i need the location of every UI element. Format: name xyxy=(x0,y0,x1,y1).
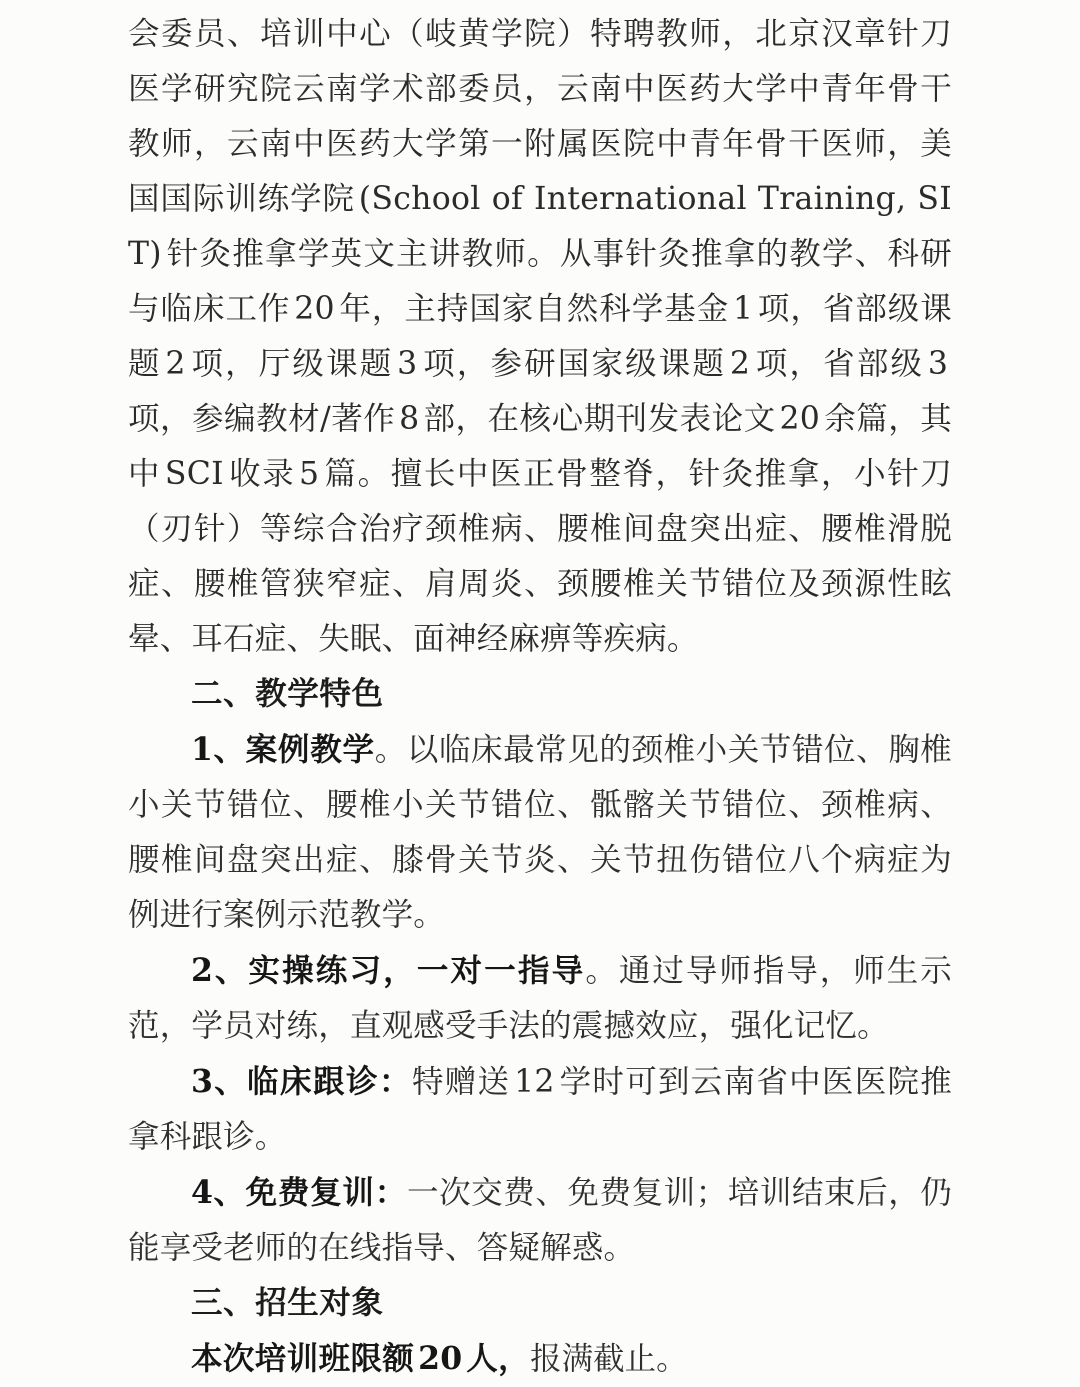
bio-provincial-join: 3 xyxy=(927,346,949,382)
bio-text-part9: 部，在核心期刊发表论文 xyxy=(423,401,776,437)
item-number-3: 3、 xyxy=(191,1063,247,1100)
document-body xyxy=(128,0,952,1387)
item-separator-4: ： xyxy=(374,1175,407,1211)
item-lead-clinical-followup: 临床跟诊 xyxy=(247,1064,379,1100)
enrollment-quota-value: 20 xyxy=(418,1340,463,1377)
paragraph-instructor-bio xyxy=(128,7,952,667)
paragraph-enrollment-quota xyxy=(128,1331,952,1387)
bio-text-part12: 篇。擅长中医正骨整脊，针灸推拿，小针刀（刃针）等综合治疗颈椎病、腰椎间盘突出症、腰椎滑脱症、腰椎管狭窄症、肩周炎、颈腰椎关节错位及颈源性眩晕、耳石症、失眠、面神经麻痹等疾病。 xyxy=(128,456,952,657)
bio-bureau-topics: 3 xyxy=(397,346,418,382)
bio-text-part8: 项，参编教材/著作 xyxy=(128,401,396,437)
item-body-practice-session: 通过导师指导，师生示范，学员对练，直观感受手法的震撼效应，强化记忆。 xyxy=(128,953,952,1044)
bio-sci-count: 5 xyxy=(299,456,320,492)
item-number-4: 4、 xyxy=(191,1174,246,1211)
list-item-free-retraining xyxy=(128,1165,952,1276)
item-body-case-teaching: 以临床最常见的颈椎小关节错位、胸椎小关节错位、腰椎小关节错位、骶髂关节错位、颈椎病、腰椎间盘突出症、膝骨关节炎、关节扭伤错位八个病症为例进行案例示范教学。 xyxy=(128,732,953,933)
item-number-2: 2、 xyxy=(191,952,249,989)
bio-sci-label: SCI xyxy=(164,456,224,492)
bio-text-part4: 项，省部级课题 xyxy=(128,291,952,382)
list-item-case-teaching xyxy=(128,722,952,943)
item-number-1: 1、 xyxy=(191,731,246,768)
list-item-clinical-followup xyxy=(128,1054,952,1165)
bio-text-part10: 余篇，其中 xyxy=(128,401,952,492)
item-body-clinical-followup-before: 特赠送 xyxy=(411,1064,511,1100)
item-clinical-hours: 12 xyxy=(514,1064,555,1100)
item-separator-1: 。 xyxy=(374,732,407,768)
enrollment-text-before: 本次培训班限额 xyxy=(191,1341,415,1377)
enrollment-closing-note: 报满截止。 xyxy=(530,1341,688,1377)
item-lead-practice-session: 实操练习，一对一指导 xyxy=(248,953,586,989)
bio-text-part7: 项，省部级 xyxy=(753,346,925,382)
bio-text-part3: 年，主持国家自然科学基金 xyxy=(338,291,730,327)
bio-text-part6: 项，参研国家级课题 xyxy=(421,346,727,382)
bio-text-part1: 会委员、培训中心（岐黄学院）特聘教师，北京汉章针刀医学研究院云南学术部委员，云南中医药大学中青年骨干教师，云南中医药大学第一附属医院中青年骨干医师，美国国际训练学院 xyxy=(128,16,952,217)
list-item-practice-session xyxy=(128,943,952,1054)
section-heading-teaching-features: 二、教学特色 xyxy=(191,676,384,712)
bio-books-count: 8 xyxy=(399,401,420,437)
bio-text-part2: 针灸推拿学英文主讲教师。从事针灸推拿的教学、科研与临床工作 xyxy=(128,236,952,327)
section-heading-enrollment-target: 三、招生对象 xyxy=(191,1285,384,1321)
enrollment-text-after: 人， xyxy=(466,1341,531,1377)
bio-latin-institute: (School of International Training, SIT) xyxy=(128,181,952,272)
bio-text-part5: 项，厅级课题 xyxy=(189,346,394,382)
bio-nsfc-count: 1 xyxy=(732,291,754,327)
bio-national-topics: 2 xyxy=(729,346,751,382)
item-separator-2: 。 xyxy=(585,953,619,989)
item-lead-case-teaching: 案例教学 xyxy=(245,732,375,768)
bio-provincial-topics: 2 xyxy=(165,346,186,382)
item-body-free-retraining: 一次交费、免费复训；培训结束后，仍能享受老师的在线指导、答疑解惑。 xyxy=(128,1175,952,1266)
item-lead-free-retraining: 免费复训 xyxy=(245,1175,375,1211)
bio-years-value: 20 xyxy=(294,291,335,327)
bio-text-part11: 收录 xyxy=(227,456,296,492)
item-body-clinical-followup-after: 学时可到云南省中医医院推拿科跟诊。 xyxy=(128,1064,952,1155)
bio-papers-count: 20 xyxy=(779,401,821,437)
item-separator-3: ： xyxy=(378,1064,412,1100)
